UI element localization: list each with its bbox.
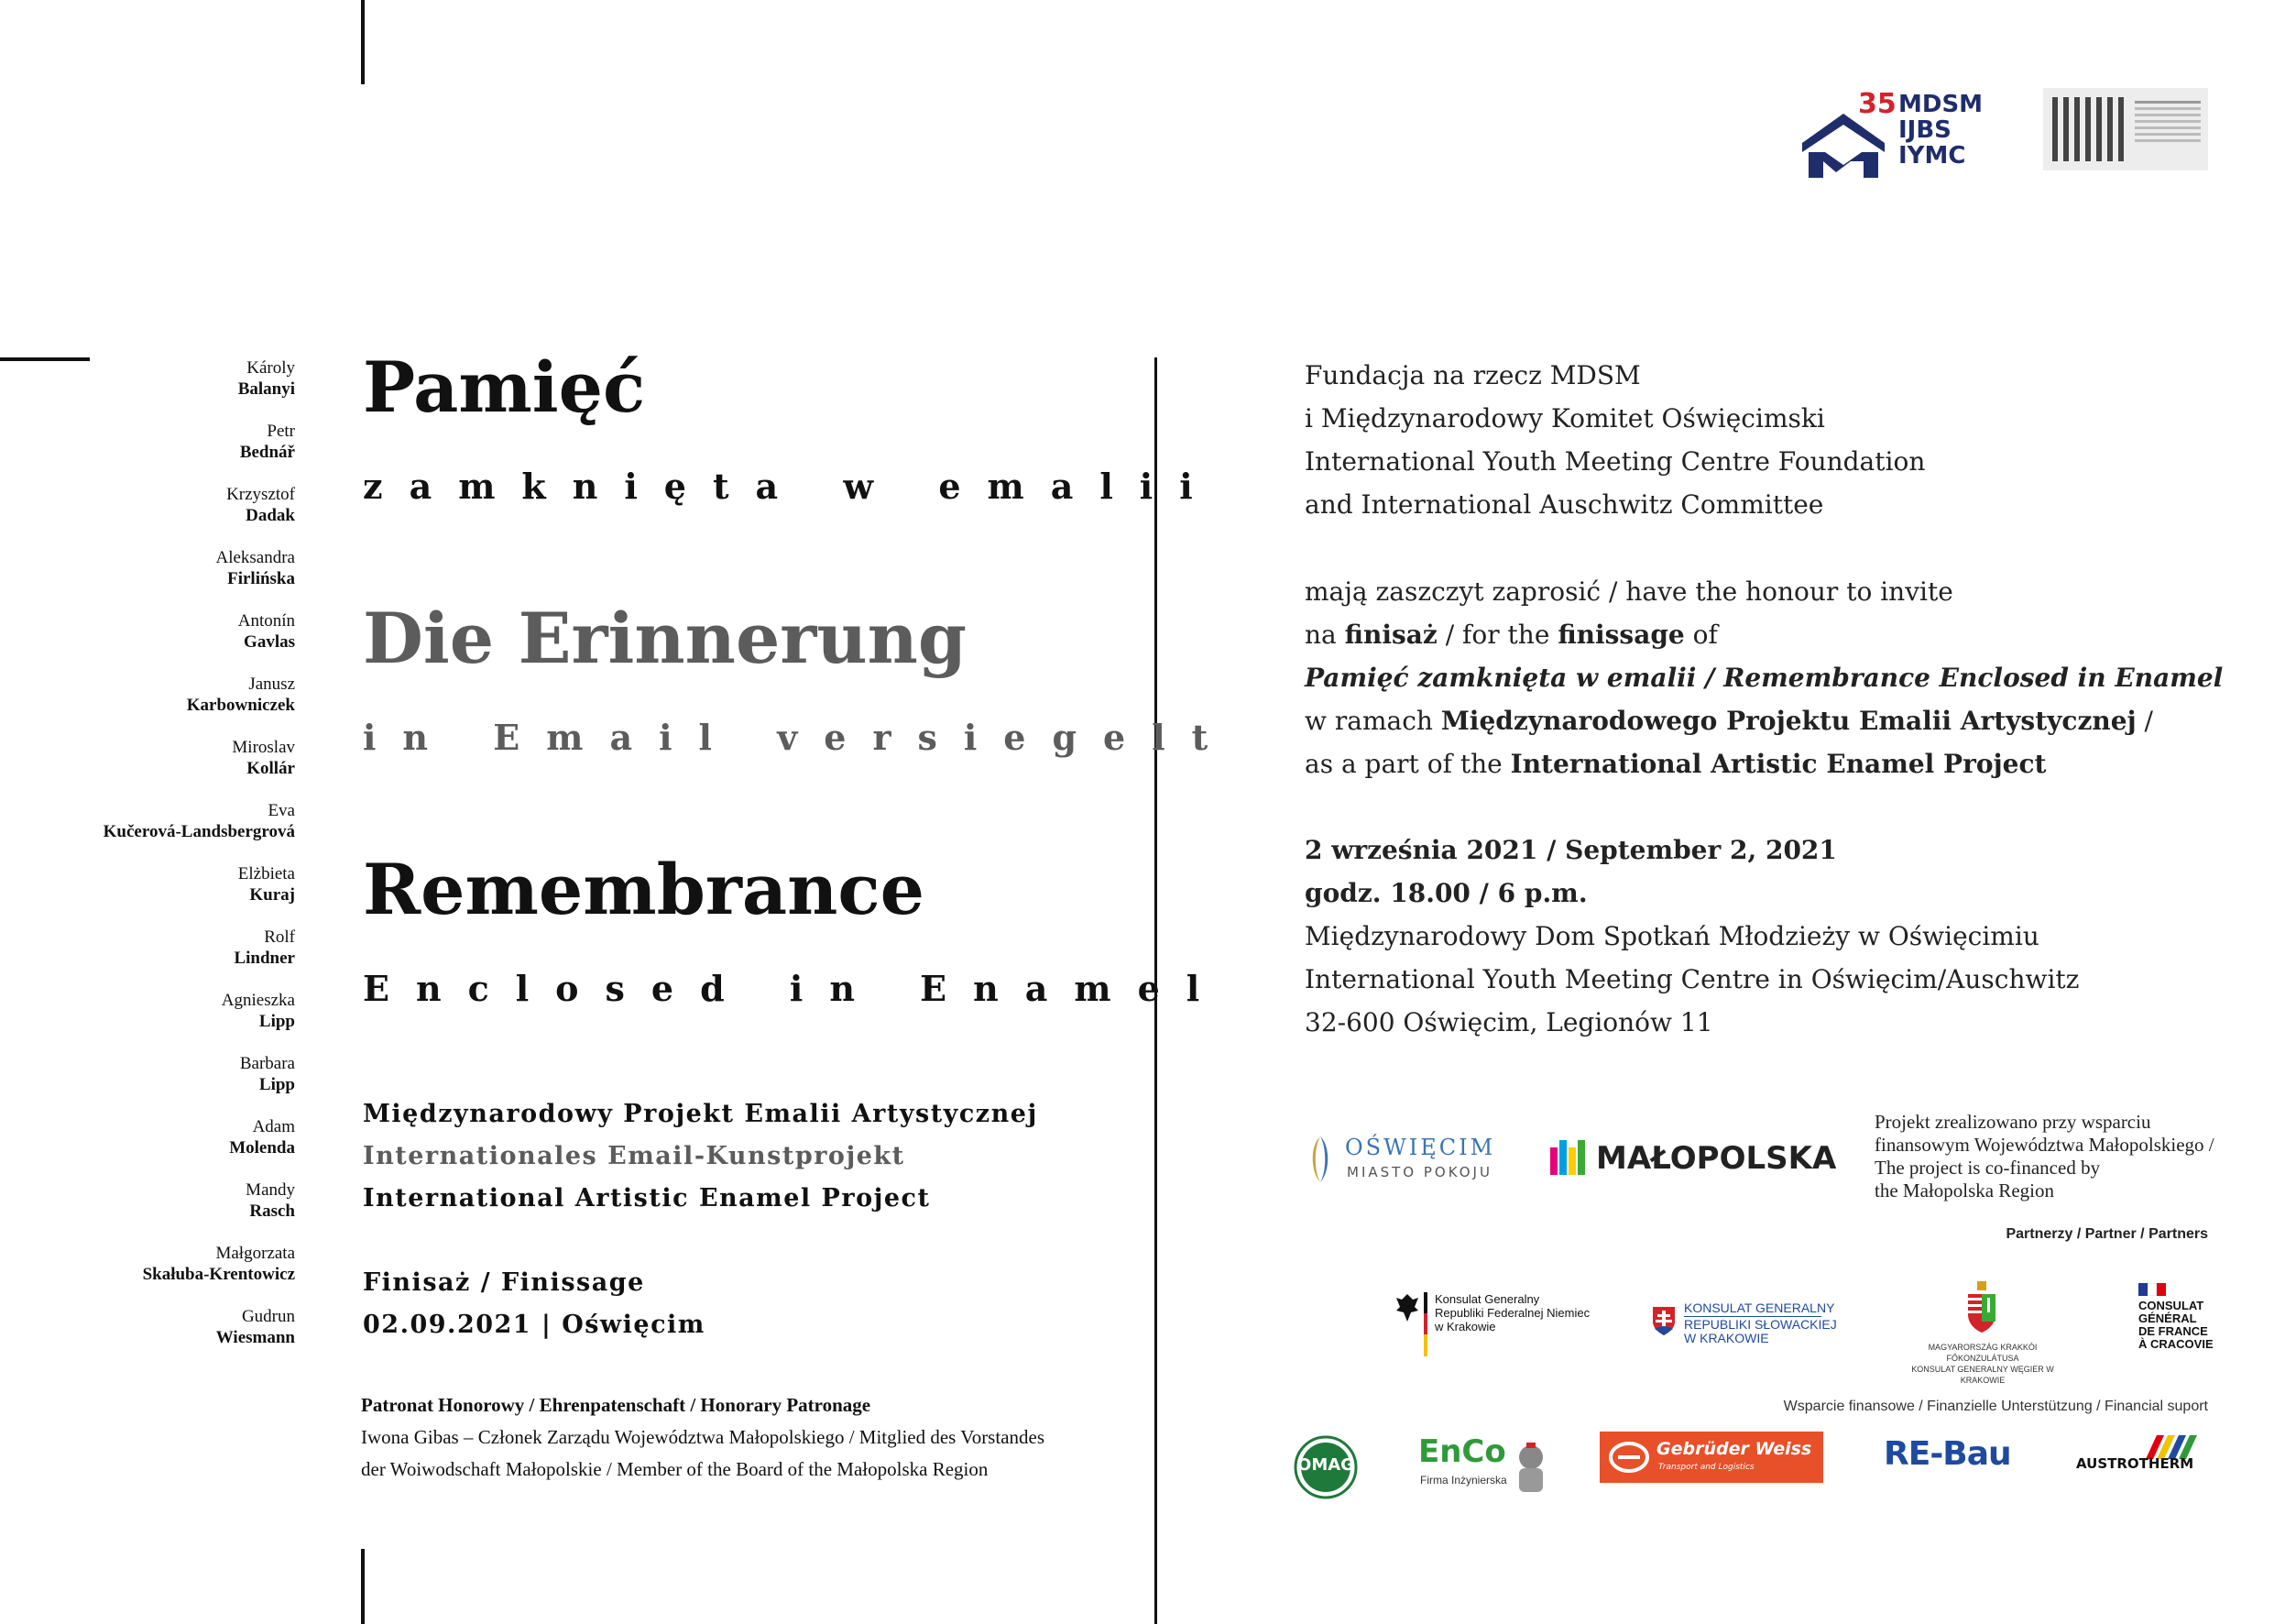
gw-mark-icon <box>1609 1441 1649 1474</box>
exhibition-title: Pamięć zamknięta w emalii / Remembrance Enclosed in Enamel <box>1305 663 2224 693</box>
artist-item: Elżbieta Kuraj <box>237 864 295 905</box>
finissage-label: Finisaż / Finissage <box>363 1268 645 1297</box>
oswiecim-name: OŚWIĘCIM <box>1345 1135 1496 1160</box>
weiss-tagline: Transport and Logistics <box>1658 1463 1755 1472</box>
hu-consulate-logo: MAGYARORSZÁG KRAKKÓI FŐKONZULÁTUSA KONSULAT GENERALNY WĘGIER W KRAKOWIE <box>1891 1281 2074 1366</box>
sk-consulate-logo: KONSULAT GENERALNY REPUBLIKI SŁOWACKIEJ W KRAKOWIE <box>1651 1300 1843 1351</box>
venue-pl: Międzynarodowy Dom Spotkań Młodzieży w Oświęcimiu <box>1305 921 2039 951</box>
artist-item: Gudrun Wiesmann <box>215 1307 295 1347</box>
mdsm-number: 35 <box>1858 88 1897 120</box>
auschwitz-committee-logo <box>2043 88 2208 170</box>
venue-en: International Youth Meeting Centre in Oświęcim/Auschwitz <box>1305 964 2080 994</box>
patronage-line: Iwona Gibas – Członek Zarządu Województwa Małopolskiego / Mitglied des Vorstandes <box>361 1426 1045 1448</box>
patronage-heading: Patronat Honorowy / Ehrenpatenschaft / Honorary Patronage <box>361 1394 871 1416</box>
artist-item: Adam Molenda <box>229 1117 295 1158</box>
subtitle-en: Enclosed in Enamel <box>363 968 1227 1009</box>
venue-address: 32-600 Oświęcim, Legionów 11 <box>1305 1007 1713 1037</box>
project-line-en: as a part of the International Artistic Enamel Project <box>1305 749 2047 779</box>
invite-line: mają zaszczyt zaprosić / have the honour to invite <box>1305 576 1953 607</box>
austrotherm-logo <box>2076 1435 2204 1483</box>
malopolska-mark-icon <box>1548 1136 1589 1177</box>
cofinance-note: Projekt zrealizowano przy wsparciu finansowym Województwa Małopolskiego / The project is co-financed by the Małopolska Region <box>1875 1111 2214 1202</box>
project-line: w ramach Międzynarodowego Projektu Emalii Artystycznej / <box>1305 706 2153 736</box>
top-mark-line <box>361 0 365 84</box>
finissage-date: 02.09.2021 | Oświęcim <box>363 1311 705 1339</box>
artist-item: Małgorzata Skałuba-Krentowicz <box>142 1244 295 1284</box>
patronage-line: der Woiwodschaft Małopolskie / Member of the Board of the Małopolska Region <box>361 1458 989 1480</box>
organizer-line: and International Auschwitz Committee <box>1305 489 1824 520</box>
slovak-shield-icon <box>1651 1305 1677 1336</box>
austrotherm-name: AUSTROTHERM <box>2076 1455 2194 1472</box>
mdsm-logo <box>1798 88 1999 174</box>
enco-logo <box>1418 1433 1556 1507</box>
bottom-mark-line <box>361 1549 365 1624</box>
enco-tagline: Firma Inżynierska <box>1420 1474 1507 1487</box>
hungary-crest-icon <box>1964 1281 1999 1334</box>
event-date: 2 września 2021 / September 2, 2021 <box>1305 835 1837 865</box>
artist-item: Eva Kučerová-Landsbergrová <box>103 801 295 841</box>
oswiecim-emblem-icon <box>1305 1135 1336 1184</box>
enco-name: EnCo <box>1418 1433 1506 1470</box>
organizer-line: Fundacja na rzecz MDSM <box>1305 360 1641 390</box>
weiss-name: Gebrüder Weiss <box>1656 1439 1812 1459</box>
mdsm-line: MDSM <box>1898 91 1984 118</box>
artist-item: Rolf Lindner <box>234 927 295 968</box>
iymc-line: IYMC <box>1898 142 1966 170</box>
organizers-block <box>1305 354 1925 526</box>
artist-item: Miroslav Kollár <box>232 738 295 778</box>
patronage-block <box>361 1389 1131 1486</box>
event-details <box>1305 828 2079 1044</box>
rebau-logo <box>1884 1435 2011 1481</box>
subtitle-pl: zamknięta w emalii <box>363 466 1219 507</box>
artist-item: Mandy Rasch <box>246 1180 295 1221</box>
project-pl: Międzynarodowy Projekt Emalii Artystycznej <box>363 1100 1038 1128</box>
subtitle-de: in Email versiegelt <box>363 717 1235 758</box>
rebau-name: RE-Bau <box>1884 1435 2011 1473</box>
artist-item: Barbara Lipp <box>239 1054 295 1094</box>
artist-item: Károly Balanyi <box>237 358 295 399</box>
malopolska-logo <box>1548 1133 1837 1188</box>
finissage-line: na finisaż / for the finissage of <box>1305 620 1718 650</box>
de-consulate-logo: Konsulat Generalny Republiki Federalnej Niemiec w Krakowie <box>1394 1290 1596 1358</box>
organizer-line: International Youth Meeting Centre Foundation <box>1305 446 1926 477</box>
omag-name: OMAG <box>1297 1455 1354 1475</box>
financial-support-label: Wsparcie finansowe / Finanzielle Unterstützung / Financial suport <box>1783 1399 2208 1414</box>
artists-list <box>37 357 295 1369</box>
organizer-line: i Międzynarodowy Komitet Oświęcimski <box>1305 403 1825 433</box>
event-time: godz. 18.00 / 6 p.m. <box>1305 878 1588 908</box>
enco-mascot-icon <box>1510 1441 1552 1498</box>
fr-consulate-logo: CONSULAT GÉNÉRAL DE FRANCE À CRACOVIE <box>2138 1283 2230 1367</box>
artist-item: Krzysztof Dadak <box>226 485 295 525</box>
project-en: International Artistic Enamel Project <box>363 1184 931 1213</box>
malopolska-name: MAŁOPOLSKA <box>1596 1140 1837 1177</box>
title-pl: Pamięć <box>363 346 646 428</box>
invitation-block <box>1305 570 2223 785</box>
title-de: Die Erinnerung <box>363 598 967 679</box>
oswiecim-tagline: MIASTO POKOJU <box>1347 1164 1492 1180</box>
eagle-icon <box>1394 1292 1420 1323</box>
artist-item: Petr Bednář <box>239 422 295 462</box>
ijbs-line: IJBS <box>1898 116 1952 144</box>
gebruder-weiss-logo <box>1600 1432 1823 1483</box>
oswiecim-logo <box>1305 1133 1506 1188</box>
artist-item: Aleksandra Firlińska <box>215 548 295 588</box>
title-en: Remembrance <box>363 849 925 930</box>
artist-item: Agnieszka Lipp <box>221 991 295 1031</box>
project-de: Internationales Email-Kunstprojekt <box>363 1142 905 1170</box>
partners-label: Partnerzy / Partner / Partners <box>2006 1226 2208 1242</box>
omag-logo <box>1294 1435 1358 1499</box>
artist-item: Antonín Gavlas <box>237 611 295 652</box>
artist-item: Janusz Karbowniczek <box>186 675 295 715</box>
